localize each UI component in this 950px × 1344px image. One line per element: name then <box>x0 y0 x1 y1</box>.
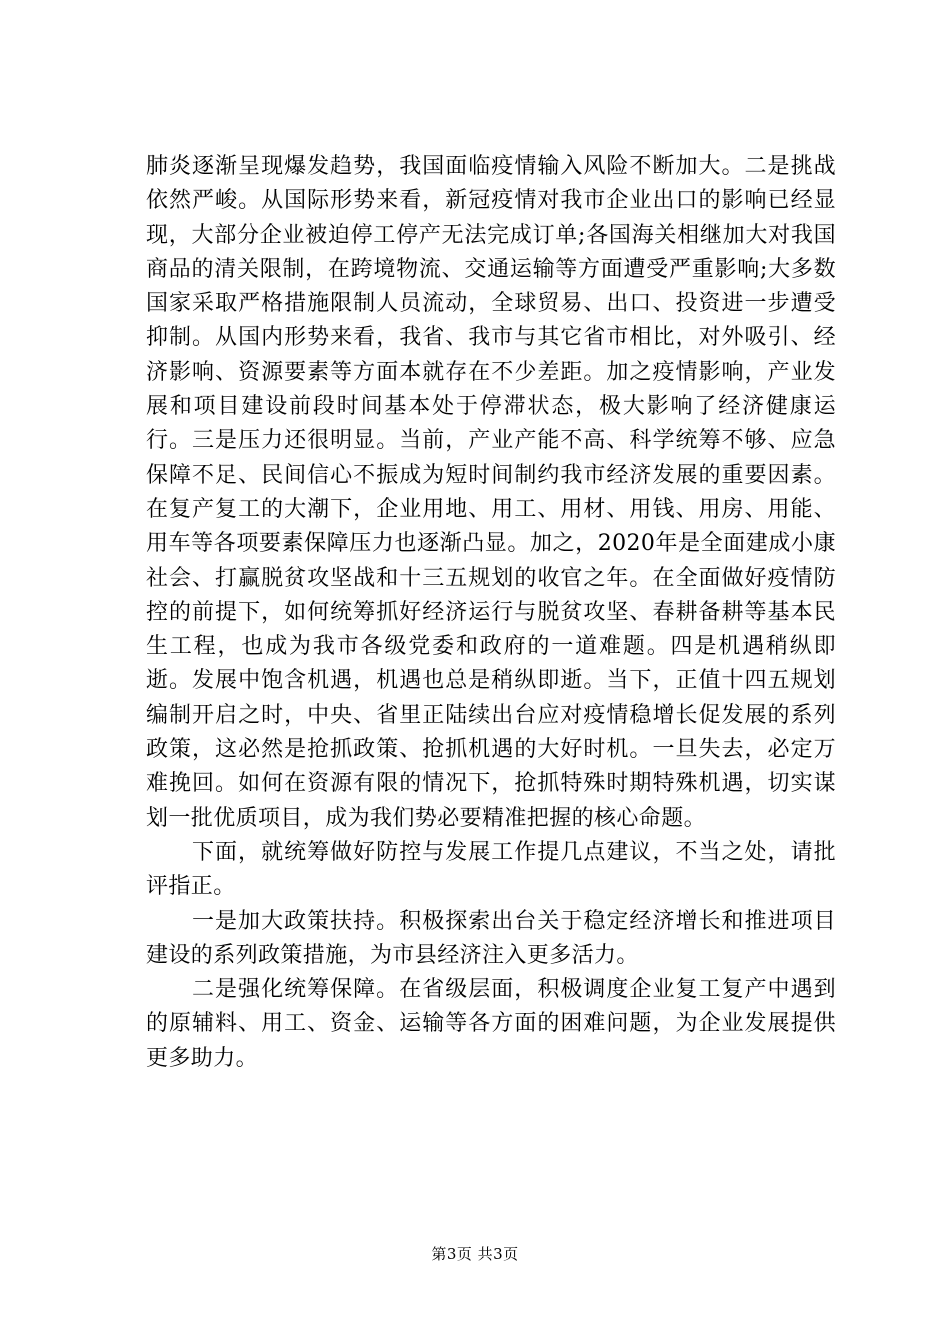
page-number: 第3页 共3页 <box>431 1245 519 1263</box>
paragraph-suggestion-1: 一是加大政策扶持。积极探索出台关于稳定经济增长和推进项目建设的系列政策措施，为市县经济注入更多活力。 <box>146 908 836 968</box>
paragraph-continuation: 肺炎逐渐呈现爆发趋势，我国面临疫情输入风险不断加大。二是挑战依然严峻。从国际形势来看，新冠疫情对我市企业出口的影响已经显现，大部分企业被迫停工停产无法完成订单;各国海关相继加大对我国商品的清关限制，在跨境物流、交通运输等方面遭受严重影响;大多数国家采取严格措施限制人员流动，全球贸易、出口、投资进一步遭受抑制。从国内形势来看，我省、我市与其它省市相比，对外吸引、经济影响、资源要素等方面本就存在不少差距。加之疫情影响，产业发展和项目建设前段时间基本处于停滞状态，极大影响了经济健康运行。三是压力还很明显。当前，产业产能不高、科学统筹不够、应急保障不足、民间信心不振成为短时间制约我市经济发展的重要因素。在复产复工的大潮下，企业用地、用工、用材、用钱、用房、用能、用车等各项要素保障压力也逐渐凸显。加之，2020年是全面建成小康社会、打赢脱贫攻坚战和十三五规划的收官之年。在全面做好疫情防控的前提下，如何统筹抓好经济运行与脱贫攻坚、春耕备耕等基本民生工程，也成为我市各级党委和政府的一道难题。四是机遇稍纵即逝。发展中饱含机遇，机遇也总是稍纵即逝。当下，正值十四五规划编制开启之时，中央、省里正陆续出台应对疫情稳增长促发展的系列政策，这必然是抢抓政策、抢抓机遇的大好时机。一旦失去，必定万难挽回。如何在资源有限的情况下，抢抓特殊时期特殊机遇，切实谋划一批优质项目，成为我们势必要精准把握的核心命题。 <box>146 154 836 831</box>
paragraph-suggestion-2: 二是强化统筹保障。在省级层面，积极调度企业复工复产中遇到的原辅料、用工、资金、运输等各方面的困难问题，为企业发展提供更多助力。 <box>146 977 836 1071</box>
paragraph-suggestions-intro: 下面，就统筹做好防控与发展工作提几点建议，不当之处，请批评指正。 <box>146 839 836 900</box>
page-footer <box>0 1244 950 1264</box>
document-body <box>146 150 836 1076</box>
